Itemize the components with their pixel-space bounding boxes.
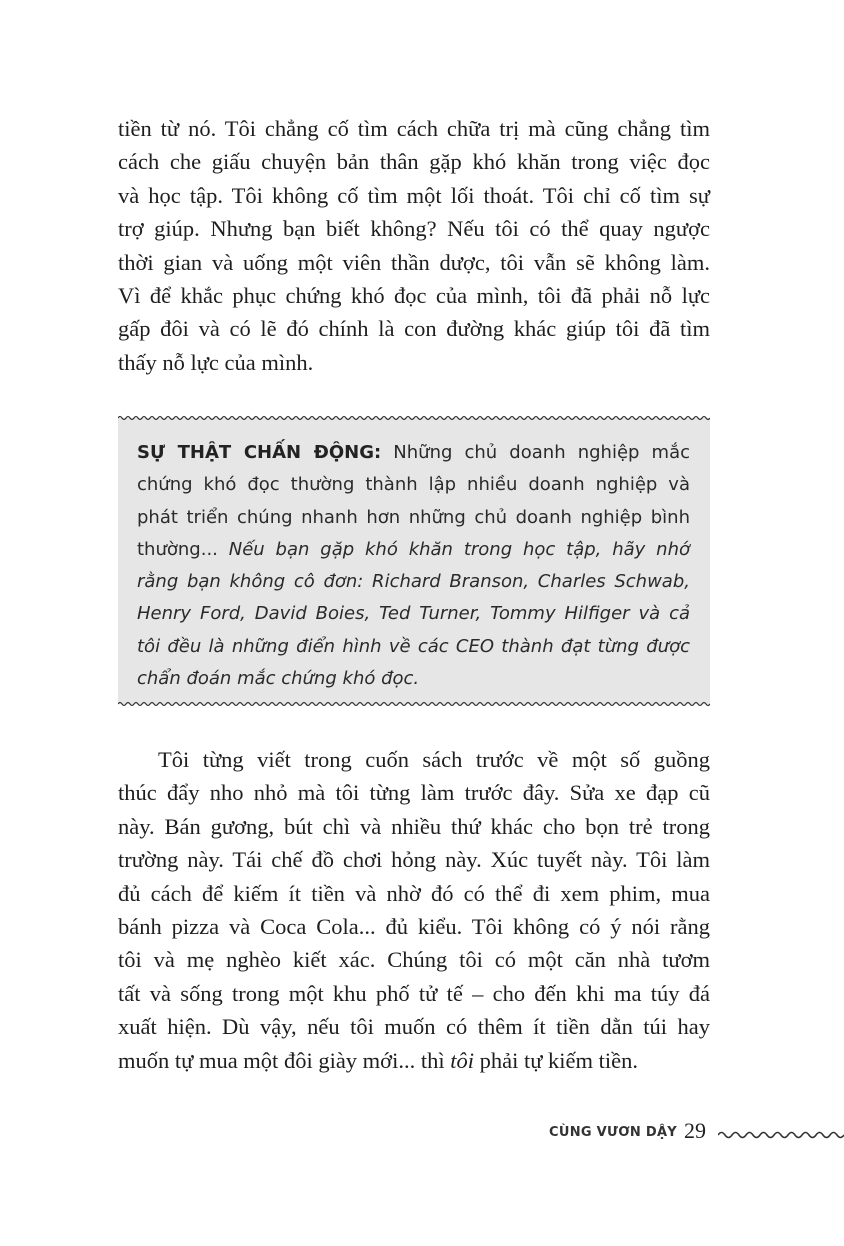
text-line: Tôi từng viết trong cuốn sách trước về một số guồng: [158, 747, 710, 772]
text-line: thời gian và uống một viên thần dược, tôi vẫn sẽ không làm.: [118, 249, 710, 275]
body-paragraph-2: [118, 743, 710, 1077]
callout-line: SỰ THẬT CHẤN ĐỘNG: Những chủ doanh nghiệp mắc: [137, 442, 690, 463]
text-line: thúc đẩy nho nhỏ mà tôi từng làm trước đây. Sửa xe đạp cũ: [118, 780, 710, 806]
text-line: và học tập. Tôi không cố tìm một lối thoát. Tôi chỉ cố tìm sự: [118, 182, 710, 208]
text-line: thấy nỗ lực của mình.: [118, 349, 314, 375]
page-number: 29: [684, 1118, 706, 1143]
text-line: bánh pizza và Coca Cola... đủ kiểu. Tôi không có ý nói rằng: [118, 914, 710, 940]
body-paragraph-1: [118, 112, 710, 379]
callout-line: rằng bạn không cô đơn: Richard Branson, Charles Schwab,: [137, 571, 690, 593]
callout-bottom-wave: [118, 701, 710, 707]
text-line: trường này. Tái chế đồ chơi hỏng này. Xúc tuyết này. Tôi làm: [118, 847, 710, 873]
running-footer-title: CÙNG VƯƠN DẬY: [549, 1125, 678, 1140]
callout-line: thường... Nếu bạn gặp khó khăn trong học tập, hãy nhớ: [137, 538, 690, 560]
callout-label: SỰ THẬT CHẤN ĐỘNG:: [137, 442, 382, 463]
callout-line: phát triển chúng nhanh hơn những chủ doanh nghiệp bình: [137, 506, 690, 528]
footer-wave-ornament: [718, 1130, 844, 1140]
text-line: Vì để khắc phục chứng khó đọc của mình, tôi đã phải nỗ lực: [118, 283, 710, 309]
callout-top-wave: [118, 415, 710, 421]
text-line: cách che giấu chuyện bản thân gặp khó khăn trong việc đọc: [118, 149, 710, 175]
text-line: xuất hiện. Dù vậy, nếu tôi muốn có thêm ít tiền dằn túi hay: [118, 1014, 710, 1040]
text-line: đủ cách để kiếm ít tiền và nhờ đó có thể đi xem phim, mua: [118, 880, 710, 906]
text-line: gấp đôi và có lẽ đó chính là con đường khác giúp tôi đã tìm: [118, 316, 710, 342]
text-line: muốn tự mua một đôi giày mới... thì tôi phải tự kiếm tiền.: [118, 1047, 639, 1073]
text-line: này. Bán gương, bút chì và nhiều thứ khác cho bọn trẻ trong: [118, 813, 710, 839]
text-line: trợ giúp. Nhưng bạn biết không? Nếu tôi có thể quay ngược: [118, 216, 710, 242]
callout-line: chứng khó đọc thường thành lập nhiều doanh nghiệp và: [137, 474, 690, 496]
fact-callout-box: [118, 418, 710, 704]
text-line: tất và sống trong một khu phố tử tế – cho đến khi ma túy đá: [118, 980, 710, 1006]
callout-line: tôi đều là những điển hình về các CEO thành đạt từng được: [137, 635, 690, 657]
callout-line: Henry Ford, David Boies, Ted Turner, Tommy Hilfiger và cả: [137, 603, 690, 625]
callout-line: chẩn đoán mắc chứng khó đọc.: [137, 668, 420, 690]
callout-text: [137, 437, 690, 695]
text-line: tiền từ nó. Tôi chẳng cố tìm cách chữa trị mà cũng chẳng tìm: [118, 116, 710, 141]
text-line: tôi và mẹ nghèo kiết xác. Chúng tôi có một căn nhà tươm: [118, 947, 710, 973]
